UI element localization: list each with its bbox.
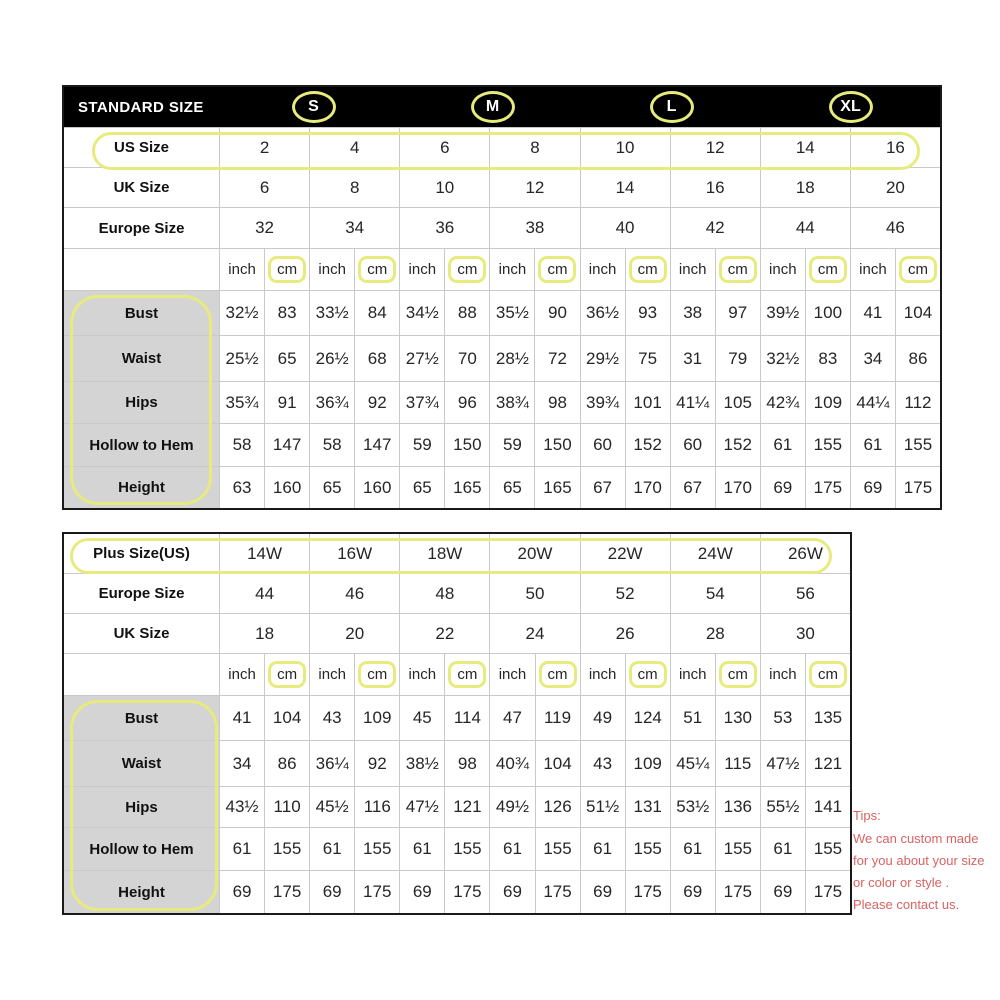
std-cm-unit-cell-0 (265, 249, 309, 290)
plus-height-value-4: 69 (400, 871, 444, 913)
std-height-value-1: 160 (265, 467, 309, 508)
std-hips-value-0: 35¾ (220, 382, 264, 423)
plus-bust-value-2: 43 (310, 696, 354, 740)
std-bust-value-6: 35½ (490, 291, 534, 335)
plus-waist-value-10: 45¼ (671, 741, 715, 786)
std-hollow-to-hem-value-15: 155 (896, 424, 940, 466)
plus-waist-value-0: 34 (220, 741, 264, 786)
std-bust-value-7: 90 (535, 291, 579, 335)
standard-size-title: STANDARD SIZE (78, 98, 204, 116)
std-bust-value-9: 93 (626, 291, 670, 335)
std-height-value-15: 175 (896, 467, 940, 508)
plus-bust-value-4: 45 (400, 696, 444, 740)
plus-inch-unit-label-2: inch (400, 654, 444, 695)
plus-hips-value-10: 53½ (671, 787, 715, 827)
std-hollow-to-hem-value-3: 147 (355, 424, 399, 466)
std-europe-size-value-1: 34 (310, 208, 399, 248)
std-bust-value-8: 36½ (581, 291, 625, 335)
std-inch-unit-label-7: inch (851, 249, 895, 290)
plus-plus-size-us-value-1: 16W (310, 534, 399, 573)
size-group-l (582, 91, 761, 123)
plus-cm-highlight-badge-1: cm (358, 661, 396, 688)
std-uk-size-value-7: 20 (851, 168, 940, 207)
size-group-m (403, 91, 582, 123)
plus-cm-highlight-badge-0: cm (268, 661, 306, 688)
plus-hips-value-1: 110 (265, 787, 309, 827)
size-m-highlight-ellipse: M (471, 91, 515, 123)
plus-waist-value-8: 43 (581, 741, 625, 786)
plus-bust-value-3: 109 (355, 696, 399, 740)
std-cm-unit-cell-6 (806, 249, 850, 290)
plus-bust-value-11: 130 (716, 696, 760, 740)
std-waist-value-15: 86 (896, 336, 940, 381)
plus-plus-size-us-value-3: 20W (490, 534, 579, 573)
std-inch-unit-label-0: inch (220, 249, 264, 290)
plus-hips-value-9: 131 (626, 787, 670, 827)
standard-size-grid (64, 87, 940, 508)
plus-hips-value-3: 116 (355, 787, 399, 827)
size-s-highlight-ellipse: S (292, 91, 336, 123)
std-waist-value-3: 68 (355, 336, 399, 381)
tips-title: Tips: (853, 808, 881, 823)
plus-height-value-10: 69 (671, 871, 715, 913)
plus-height-value-8: 69 (581, 871, 625, 913)
std-cm-highlight-badge-2: cm (448, 256, 486, 283)
plus-waist-value-3: 92 (355, 741, 399, 786)
plus-plus-size-us-value-2: 18W (400, 534, 489, 573)
plus-hips-value-7: 126 (536, 787, 580, 827)
plus-hips-value-4: 47½ (400, 787, 444, 827)
plus-height-value-5: 175 (445, 871, 489, 913)
plus-inch-unit-label-0: inch (220, 654, 264, 695)
plus-waist-value-7: 104 (536, 741, 580, 786)
std-europe-size-value-0: 32 (220, 208, 309, 248)
plus-hips-value-6: 49½ (490, 787, 534, 827)
std-height-value-8: 67 (581, 467, 625, 508)
plus-bust-value-0: 41 (220, 696, 264, 740)
std-uk-size-value-5: 16 (671, 168, 760, 207)
plus-hollow-to-hem-value-4: 61 (400, 828, 444, 870)
std-uk-size-row-label: UK Size (64, 168, 219, 207)
std-europe-size-value-5: 42 (671, 208, 760, 248)
std-hips-value-6: 38¾ (490, 382, 534, 423)
std-hollow-to-hem-value-1: 147 (265, 424, 309, 466)
std-hips-value-10: 41¼ (671, 382, 715, 423)
tips-line-1: We can custom made (853, 831, 979, 846)
std-hollow-to-hem-value-4: 59 (400, 424, 444, 466)
size-xl-highlight-ellipse: XL (829, 91, 873, 123)
std-hips-value-11: 105 (716, 382, 760, 423)
std-bust-row-label: Bust (64, 291, 219, 335)
std-height-value-10: 67 (671, 467, 715, 508)
plus-waist-value-6: 40¾ (490, 741, 534, 786)
std-cm-unit-cell-2 (445, 249, 489, 290)
plus-bust-value-8: 49 (581, 696, 625, 740)
std-hollow-to-hem-row-label: Hollow to Hem (64, 424, 219, 466)
standard-size-header-bar (64, 87, 940, 127)
plus-hollow-to-hem-value-6: 61 (490, 828, 534, 870)
std-us-size-value-2: 6 (400, 128, 489, 167)
std-height-value-0: 63 (220, 467, 264, 508)
plus-waist-value-2: 36¼ (310, 741, 354, 786)
plus-europe-size-value-0: 44 (220, 574, 309, 613)
plus-waist-row-label: Waist (64, 741, 219, 786)
plus-hollow-to-hem-value-7: 155 (536, 828, 580, 870)
size-group-xl (761, 91, 940, 123)
std-hips-value-5: 96 (445, 382, 489, 423)
std-hollow-to-hem-value-9: 152 (626, 424, 670, 466)
std-hips-value-2: 36¾ (310, 382, 354, 423)
std-cm-unit-cell-1 (355, 249, 399, 290)
plus-cm-unit-cell-0 (265, 654, 309, 695)
std-cm-highlight-badge-1: cm (358, 256, 396, 283)
std-hollow-to-hem-value-7: 150 (535, 424, 579, 466)
plus-europe-size-value-6: 56 (761, 574, 850, 613)
plus-height-value-7: 175 (536, 871, 580, 913)
std-inch-unit-label-3: inch (490, 249, 534, 290)
plus-cm-unit-cell-1 (355, 654, 399, 695)
plus-inch-unit-label-5: inch (671, 654, 715, 695)
plus-uk-size-row-label: UK Size (64, 614, 219, 653)
std-hollow-to-hem-value-6: 59 (490, 424, 534, 466)
std-cm-highlight-badge-5: cm (719, 256, 757, 283)
std-cm-highlight-badge-0: cm (268, 256, 306, 283)
plus-inch-unit-label-4: inch (581, 654, 625, 695)
std-europe-size-value-7: 46 (851, 208, 940, 248)
std-hips-row-label: Hips (64, 382, 219, 423)
std-waist-value-12: 32½ (761, 336, 805, 381)
tips-line-3: or color or style . (853, 875, 950, 890)
plus-uk-size-value-5: 28 (671, 614, 760, 653)
plus-size-grid (64, 534, 850, 913)
std-hollow-to-hem-value-12: 61 (761, 424, 805, 466)
std-bust-value-11: 97 (716, 291, 760, 335)
std-hips-value-8: 39¾ (581, 382, 625, 423)
std-hollow-to-hem-value-0: 58 (220, 424, 264, 466)
std-us-size-value-3: 8 (490, 128, 579, 167)
plus-plus-size-us-row-label: Plus Size(US) (64, 534, 219, 573)
std-height-value-11: 170 (716, 467, 760, 508)
plus-size-table (62, 532, 852, 915)
std-uk-size-value-2: 10 (400, 168, 489, 207)
plus-bust-value-6: 47 (490, 696, 534, 740)
std-waist-value-7: 72 (535, 336, 579, 381)
std-height-value-7: 165 (535, 467, 579, 508)
plus-hollow-to-hem-value-13: 155 (806, 828, 850, 870)
std-uk-size-value-3: 12 (490, 168, 579, 207)
tips-line-4: Please contact us. (853, 897, 960, 912)
plus-waist-value-13: 121 (806, 741, 850, 786)
std-bust-value-12: 39½ (761, 291, 805, 335)
plus-uk-size-value-2: 22 (400, 614, 489, 653)
plus-hollow-to-hem-value-5: 155 (445, 828, 489, 870)
plus-hollow-to-hem-value-8: 61 (581, 828, 625, 870)
plus-hollow-to-hem-value-12: 61 (761, 828, 805, 870)
std-inch-unit-label-2: inch (400, 249, 444, 290)
plus-inch-unit-label-3: inch (490, 654, 534, 695)
std-uk-size-value-4: 14 (581, 168, 670, 207)
plus-bust-value-12: 53 (761, 696, 805, 740)
std-cm-highlight-badge-6: cm (809, 256, 847, 283)
std-hips-value-13: 109 (806, 382, 850, 423)
std-unit-row-empty-cell (64, 249, 219, 290)
std-hips-value-12: 42¾ (761, 382, 805, 423)
plus-hollow-to-hem-value-0: 61 (220, 828, 264, 870)
plus-hollow-to-hem-value-9: 155 (626, 828, 670, 870)
std-height-value-12: 69 (761, 467, 805, 508)
std-us-size-value-5: 12 (671, 128, 760, 167)
plus-cm-unit-cell-3 (536, 654, 580, 695)
std-europe-size-row-label: Europe Size (64, 208, 219, 248)
std-inch-unit-label-1: inch (310, 249, 354, 290)
std-bust-value-10: 38 (671, 291, 715, 335)
plus-plus-size-us-value-0: 14W (220, 534, 309, 573)
std-us-size-value-0: 2 (220, 128, 309, 167)
std-us-size-value-7: 16 (851, 128, 940, 167)
plus-uk-size-value-3: 24 (490, 614, 579, 653)
std-hollow-to-hem-value-8: 60 (581, 424, 625, 466)
std-europe-size-value-4: 40 (581, 208, 670, 248)
std-hips-value-14: 44¼ (851, 382, 895, 423)
std-height-value-6: 65 (490, 467, 534, 508)
std-hollow-to-hem-value-14: 61 (851, 424, 895, 466)
std-waist-value-13: 83 (806, 336, 850, 381)
plus-bust-value-7: 119 (536, 696, 580, 740)
std-height-value-13: 175 (806, 467, 850, 508)
plus-hips-value-8: 51½ (581, 787, 625, 827)
plus-hips-value-11: 136 (716, 787, 760, 827)
plus-height-value-0: 69 (220, 871, 264, 913)
std-height-value-5: 165 (445, 467, 489, 508)
plus-waist-value-9: 109 (626, 741, 670, 786)
std-waist-value-9: 75 (626, 336, 670, 381)
std-cm-unit-cell-3 (535, 249, 579, 290)
plus-cm-highlight-badge-6: cm (809, 661, 847, 688)
plus-cm-highlight-badge-3: cm (539, 661, 577, 688)
plus-cm-highlight-badge-4: cm (629, 661, 667, 688)
std-cm-highlight-badge-3: cm (538, 256, 576, 283)
plus-bust-value-13: 135 (806, 696, 850, 740)
std-height-value-9: 170 (626, 467, 670, 508)
plus-waist-value-1: 86 (265, 741, 309, 786)
plus-cm-unit-cell-5 (716, 654, 760, 695)
plus-waist-value-4: 38½ (400, 741, 444, 786)
std-inch-unit-label-6: inch (761, 249, 805, 290)
std-cm-highlight-badge-7: cm (899, 256, 937, 283)
std-bust-value-4: 34½ (400, 291, 444, 335)
std-us-size-row-label: US Size (64, 128, 219, 167)
plus-cm-unit-cell-6 (806, 654, 850, 695)
std-hips-value-7: 98 (535, 382, 579, 423)
std-bust-value-3: 84 (355, 291, 399, 335)
plus-height-row-label: Height (64, 871, 219, 913)
size-group-s (224, 91, 403, 123)
plus-inch-unit-label-1: inch (310, 654, 354, 695)
plus-hips-row-label: Hips (64, 787, 219, 827)
std-europe-size-value-2: 36 (400, 208, 489, 248)
plus-uk-size-value-4: 26 (581, 614, 670, 653)
plus-hollow-to-hem-value-2: 61 (310, 828, 354, 870)
std-waist-value-8: 29½ (581, 336, 625, 381)
std-bust-value-5: 88 (445, 291, 489, 335)
std-uk-size-value-1: 8 (310, 168, 399, 207)
std-hips-value-1: 91 (265, 382, 309, 423)
plus-waist-value-12: 47½ (761, 741, 805, 786)
std-uk-size-value-6: 18 (761, 168, 850, 207)
std-waist-row-label: Waist (64, 336, 219, 381)
std-waist-value-6: 28½ (490, 336, 534, 381)
std-waist-value-10: 31 (671, 336, 715, 381)
std-waist-value-11: 79 (716, 336, 760, 381)
plus-uk-size-value-6: 30 (761, 614, 850, 653)
std-inch-unit-label-5: inch (671, 249, 715, 290)
std-us-size-value-1: 4 (310, 128, 399, 167)
plus-bust-value-10: 51 (671, 696, 715, 740)
std-us-size-value-6: 14 (761, 128, 850, 167)
std-europe-size-value-6: 44 (761, 208, 850, 248)
plus-plus-size-us-value-5: 24W (671, 534, 760, 573)
std-bust-value-14: 41 (851, 291, 895, 335)
plus-height-value-13: 175 (806, 871, 850, 913)
std-waist-value-0: 25½ (220, 336, 264, 381)
plus-waist-value-5: 98 (445, 741, 489, 786)
std-hollow-to-hem-value-2: 58 (310, 424, 354, 466)
std-bust-value-15: 104 (896, 291, 940, 335)
plus-height-value-12: 69 (761, 871, 805, 913)
std-height-value-4: 65 (400, 467, 444, 508)
plus-europe-size-row-label: Europe Size (64, 574, 219, 613)
std-hollow-to-hem-value-11: 152 (716, 424, 760, 466)
std-cm-unit-cell-5 (716, 249, 760, 290)
plus-bust-value-5: 114 (445, 696, 489, 740)
plus-bust-row-label: Bust (64, 696, 219, 740)
std-waist-value-14: 34 (851, 336, 895, 381)
std-cm-highlight-badge-4: cm (629, 256, 667, 283)
std-height-value-2: 65 (310, 467, 354, 508)
std-height-value-3: 160 (355, 467, 399, 508)
plus-height-value-3: 175 (355, 871, 399, 913)
plus-hollow-to-hem-value-11: 155 (716, 828, 760, 870)
plus-europe-size-value-2: 48 (400, 574, 489, 613)
plus-hollow-to-hem-value-10: 61 (671, 828, 715, 870)
plus-height-value-1: 175 (265, 871, 309, 913)
std-europe-size-value-3: 38 (490, 208, 579, 248)
plus-cm-highlight-badge-2: cm (448, 661, 486, 688)
std-bust-value-1: 83 (265, 291, 309, 335)
plus-height-value-6: 69 (490, 871, 534, 913)
std-height-row-label: Height (64, 467, 219, 508)
plus-bust-value-9: 124 (626, 696, 670, 740)
std-hips-value-15: 112 (896, 382, 940, 423)
plus-hips-value-5: 121 (445, 787, 489, 827)
plus-hips-value-2: 45½ (310, 787, 354, 827)
std-waist-value-2: 26½ (310, 336, 354, 381)
plus-bust-value-1: 104 (265, 696, 309, 740)
std-inch-unit-label-4: inch (581, 249, 625, 290)
std-hips-value-3: 92 (355, 382, 399, 423)
standard-size-table (62, 85, 942, 510)
plus-hips-value-12: 55½ (761, 787, 805, 827)
plus-height-value-9: 175 (626, 871, 670, 913)
std-hollow-to-hem-value-5: 150 (445, 424, 489, 466)
std-bust-value-13: 100 (806, 291, 850, 335)
plus-europe-size-value-4: 52 (581, 574, 670, 613)
tips-line-2: for you about your size (853, 853, 985, 868)
plus-cm-unit-cell-2 (445, 654, 489, 695)
plus-cm-highlight-badge-5: cm (719, 661, 757, 688)
plus-hollow-to-hem-row-label: Hollow to Hem (64, 828, 219, 870)
plus-europe-size-value-5: 54 (671, 574, 760, 613)
plus-unit-row-empty-cell (64, 654, 219, 695)
plus-uk-size-value-1: 20 (310, 614, 399, 653)
plus-hips-value-13: 141 (806, 787, 850, 827)
plus-height-value-2: 69 (310, 871, 354, 913)
plus-waist-value-11: 115 (716, 741, 760, 786)
plus-plus-size-us-value-4: 22W (581, 534, 670, 573)
size-l-highlight-ellipse: L (650, 91, 694, 123)
std-hollow-to-hem-value-13: 155 (806, 424, 850, 466)
plus-height-value-11: 175 (716, 871, 760, 913)
std-height-value-14: 69 (851, 467, 895, 508)
std-cm-unit-cell-7 (896, 249, 940, 290)
std-bust-value-2: 33½ (310, 291, 354, 335)
std-waist-value-4: 27½ (400, 336, 444, 381)
plus-europe-size-value-3: 50 (490, 574, 579, 613)
plus-inch-unit-label-6: inch (761, 654, 805, 695)
custom-tips-note (853, 804, 1000, 916)
std-waist-value-5: 70 (445, 336, 489, 381)
std-cm-unit-cell-4 (626, 249, 670, 290)
std-hollow-to-hem-value-10: 60 (671, 424, 715, 466)
std-waist-value-1: 65 (265, 336, 309, 381)
std-hips-value-4: 37¾ (400, 382, 444, 423)
plus-hollow-to-hem-value-3: 155 (355, 828, 399, 870)
std-hips-value-9: 101 (626, 382, 670, 423)
plus-uk-size-value-0: 18 (220, 614, 309, 653)
std-uk-size-value-0: 6 (220, 168, 309, 207)
plus-plus-size-us-value-6: 26W (761, 534, 850, 573)
plus-cm-unit-cell-4 (626, 654, 670, 695)
std-us-size-value-4: 10 (581, 128, 670, 167)
plus-hips-value-0: 43½ (220, 787, 264, 827)
plus-hollow-to-hem-value-1: 155 (265, 828, 309, 870)
plus-europe-size-value-1: 46 (310, 574, 399, 613)
std-bust-value-0: 32½ (220, 291, 264, 335)
